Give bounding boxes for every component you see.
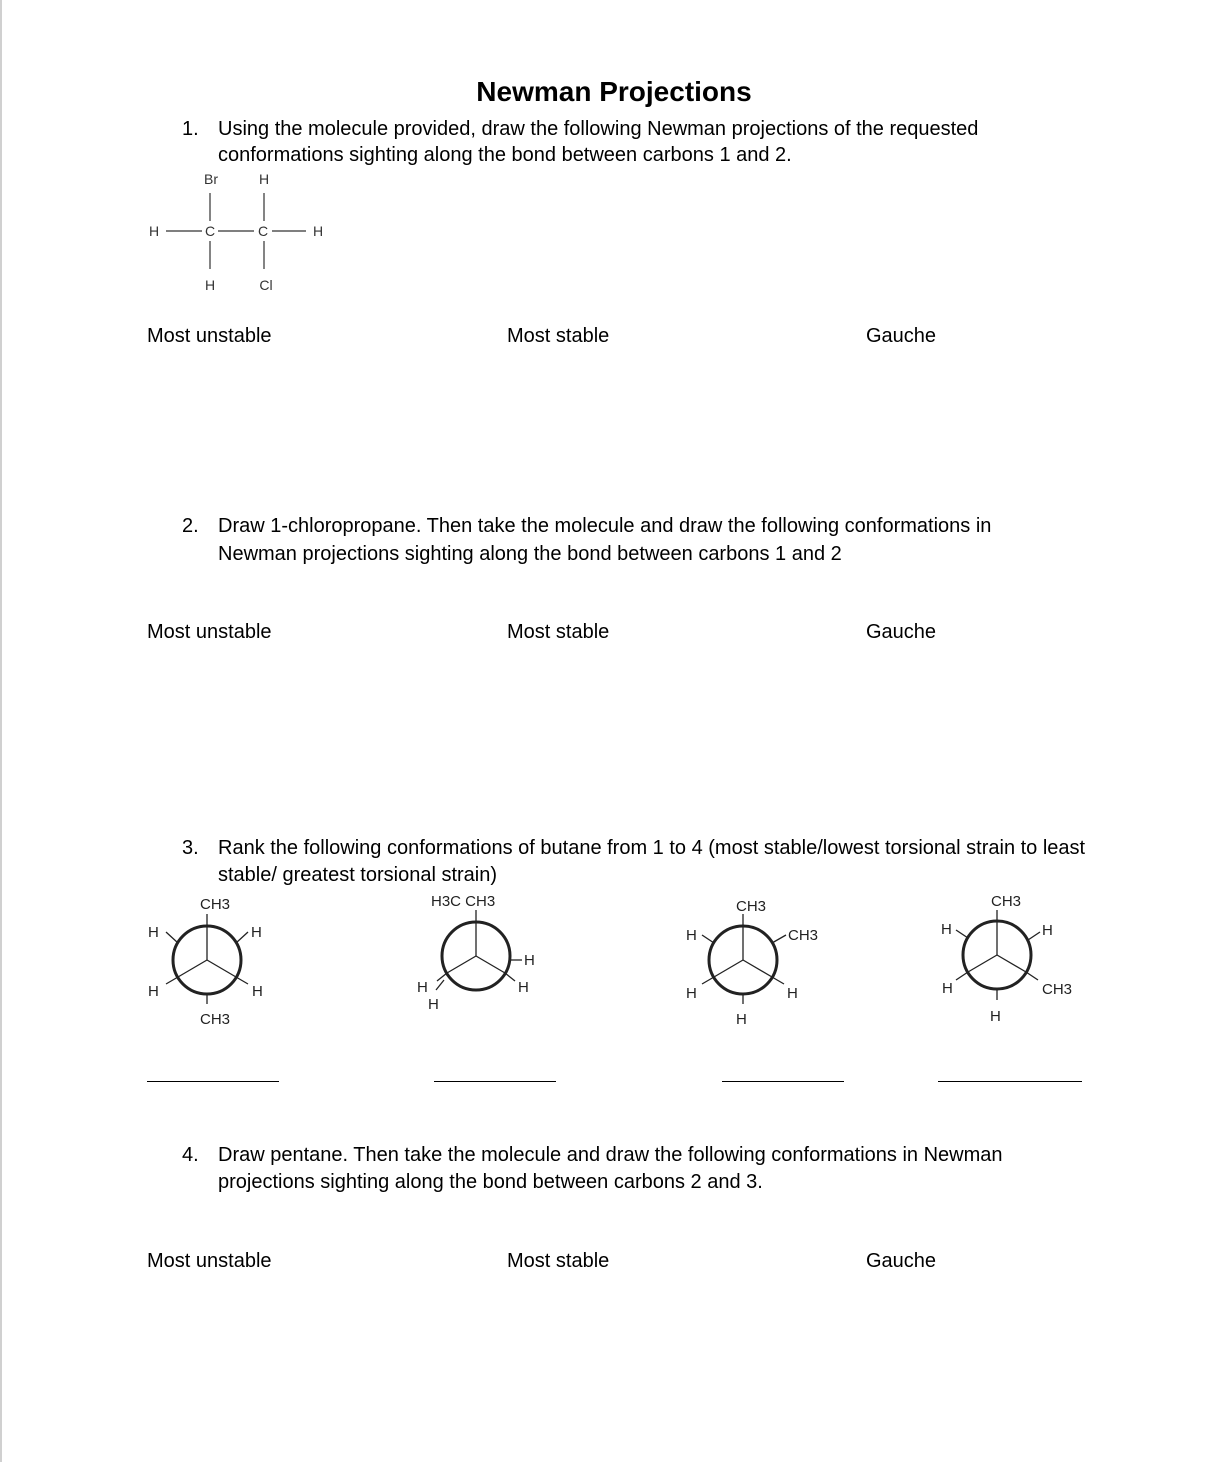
newman-label: CH3 [991,893,1022,910]
newman-projection-3 [686,898,818,1028]
newman-label: H [252,983,263,1000]
label-most-stable: Most stable [507,1250,610,1272]
newman-label: CH3 [200,896,231,913]
formula-h-left: H [148,223,160,239]
newman-projection-2 [417,893,535,1013]
newman-label: H [428,996,439,1013]
question-text: Using the molecule provided, draw the following Newman projections of the requested conformations sighting along the bond between carbons 1 and 2. [218,118,979,166]
newman-label: H [686,985,697,1002]
newman-label: H [787,985,798,1002]
newman-label: H [518,979,529,996]
newman-label: CH3 [736,898,767,915]
formula-h-right: H [312,223,324,239]
answer-blank-1[interactable] [147,1081,279,1082]
formula-c1: C [204,223,216,239]
newman-label: H [1042,922,1053,939]
question-number: 2. [182,515,199,537]
label-most-unstable: Most unstable [147,325,272,347]
formula-cl: Cl [259,277,273,293]
label-most-stable: Most stable [507,621,610,643]
newman-label: H [686,927,697,944]
question-text: Rank the following conformations of butane from 1 to 4 (most stable/lowest torsional strain to least stable/ greatest torsional strain) [218,837,1086,886]
label-most-stable: Most stable [507,325,610,347]
newman-label: H [941,921,952,938]
answer-blank-4[interactable] [938,1081,1082,1082]
newman-label: H [736,1011,747,1028]
newman-label: H [148,924,159,941]
newman-label: CH3 [200,1011,231,1028]
newman-label: CH3 [1042,981,1073,998]
question-text: Draw 1-chloropropane. Then take the molecule and draw the following conformations in Newman projections sighting along the bond between carbons 1 and 2 [218,515,992,565]
formula-h-bottom: H [204,277,216,293]
label-most-unstable: Most unstable [147,621,272,643]
label-most-unstable: Most unstable [147,1250,272,1272]
newman-label: H [251,924,262,941]
newman-projection-1 [148,896,263,1028]
page-edge [0,0,2,1462]
newman-label: H [942,980,953,997]
newman-label: CH3 [788,927,819,944]
label-gauche: Gauche [866,1250,937,1272]
newman-label: H [524,952,535,969]
answer-blank-3[interactable] [722,1081,844,1082]
formula-h-top: H [258,171,270,187]
formula-br: Br [204,171,218,187]
answer-blank-2[interactable] [434,1081,556,1082]
question-number: 1. [182,118,199,140]
question-number: 3. [182,837,199,859]
newman-label: H [148,983,159,1000]
page-title: Newman Projections [476,76,752,107]
formula-bonds [166,193,306,269]
formula-c2: C [257,223,269,239]
newman-label: H3C CH3 [431,893,496,910]
question-number: 4. [182,1144,199,1166]
newman-label: H [990,1008,1001,1025]
newman-projection-4 [941,893,1072,1025]
newman-label: H [417,979,428,996]
label-gauche: Gauche [866,621,937,643]
question-text: Draw pentane. Then take the molecule and draw the following conformations in Newman projections sighting along the bond between carbons 2 and 3. [218,1144,1003,1193]
label-gauche: Gauche [866,325,937,347]
